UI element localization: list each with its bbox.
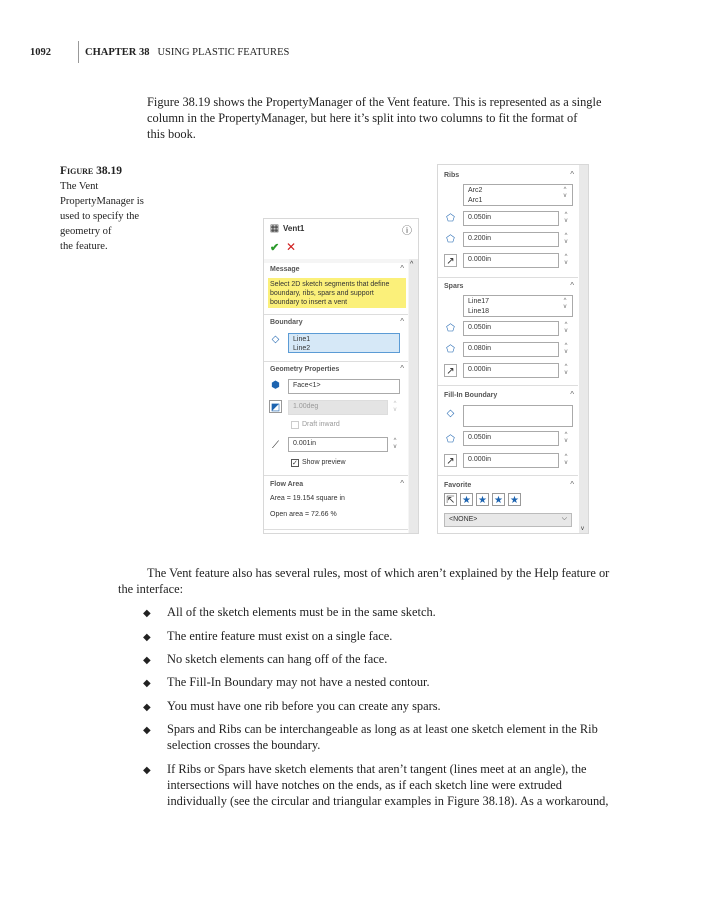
caption-line: geometry of	[60, 226, 112, 237]
caption-line: the feature.	[60, 241, 108, 252]
bullet-diamond-icon: ◆	[143, 725, 151, 736]
help-icon[interactable]: ⓘ	[402, 226, 412, 237]
spin-icon[interactable]: ^ v	[564, 432, 568, 444]
fill-width-field[interactable]: 0.050in	[463, 431, 559, 446]
bullet-diamond-icon: ◆	[143, 655, 151, 666]
bullet-diamond-icon: ◆	[143, 765, 151, 776]
bullet-item	[143, 721, 598, 753]
save-favorite-star-icon[interactable]: ★	[492, 493, 505, 506]
draft-inward-checkbox[interactable]	[291, 421, 299, 429]
caption-line: The Vent	[60, 181, 99, 192]
panel-title: Vent1	[283, 224, 305, 233]
list-item[interactable]: Arc1	[468, 197, 483, 204]
load-favorite-star-icon[interactable]: ★	[508, 493, 521, 506]
area-value: Area = 19.154 square in	[270, 495, 345, 502]
collapse-icon[interactable]: ^	[400, 479, 404, 488]
spar-width-icon: ⬠	[446, 323, 455, 334]
header-divider	[78, 41, 79, 63]
spin-icon[interactable]: ^ v	[393, 438, 397, 450]
spar-draft-field[interactable]: 0.000in	[463, 363, 559, 378]
spar-width-field[interactable]: 0.050in	[463, 321, 559, 336]
chapter-title: USING PLASTIC FEATURES	[157, 46, 290, 58]
text-line: The Vent feature also has several rules, most of which aren’t explained by the Help feature or	[147, 566, 610, 580]
direction-arrow-icon[interactable]: ↗	[444, 254, 457, 267]
bullet-item	[143, 674, 430, 690]
delete-favorite-star-icon[interactable]: ★	[476, 493, 489, 506]
body-paragraph	[118, 565, 610, 597]
face-field[interactable]: Face<1>	[288, 379, 400, 394]
spin-icon[interactable]: ^ v	[564, 233, 568, 245]
spars-list[interactable]	[463, 295, 573, 317]
bullet-item	[143, 761, 609, 809]
section-header-geometry[interactable]: Geometry Properties	[270, 366, 340, 373]
figure-label: Figure 38.19	[60, 165, 123, 177]
rib-offset-field[interactable]: 0.200in	[463, 232, 559, 247]
direction-arrow-icon[interactable]: ↗	[444, 454, 457, 467]
rib-spacing-icon: ⬠	[446, 234, 455, 245]
chapter-label: CHAPTER 38	[85, 46, 150, 58]
favorite-select-value: <NONE>	[449, 516, 478, 523]
text-line: The entire feature must exist on a single face.	[167, 629, 393, 643]
draft-icon[interactable]: ◩	[270, 402, 281, 413]
spin-icon: ^ v	[393, 401, 397, 413]
bullet-diamond-icon: ◆	[143, 608, 151, 619]
caption-line: PropertyManager is	[60, 196, 144, 207]
collapse-icon[interactable]: ^	[570, 480, 574, 489]
boundary-diamond-icon: ◇	[446, 408, 455, 419]
text-line: No sketch elements can hang off of the face.	[167, 652, 388, 666]
scroll-up-icon[interactable]: ^	[410, 261, 414, 268]
text-line: this book.	[147, 127, 196, 141]
fill-width-icon: ⬠	[446, 434, 455, 445]
intro-paragraph	[147, 94, 601, 142]
apply-defaults-icon[interactable]: ⇱	[444, 493, 457, 506]
spin-icon[interactable]: ^ v	[563, 187, 567, 199]
show-preview-checkbox[interactable]: ✓	[292, 460, 298, 467]
scrollbar[interactable]	[579, 165, 588, 533]
collapse-icon[interactable]: ^	[570, 390, 574, 399]
section-header-boundary[interactable]: Boundary	[270, 319, 303, 326]
section-header-favorite[interactable]: Favorite	[444, 482, 472, 489]
section-header-spars[interactable]: Spars	[444, 283, 464, 290]
section-header-message[interactable]: Message	[270, 266, 300, 273]
scrollbar[interactable]	[409, 259, 418, 533]
rib-width-icon: ⬠	[446, 213, 455, 224]
bullet-diamond-icon: ◆	[143, 702, 151, 713]
favorite-select[interactable]	[444, 513, 572, 527]
section-header-ribs[interactable]: Ribs	[444, 172, 460, 179]
spin-icon[interactable]: ^ v	[564, 364, 568, 376]
list-item[interactable]: Line18	[468, 308, 490, 315]
spin-icon[interactable]: ^ v	[563, 298, 567, 310]
text-line: individually (see the circular and triangular examples in Figure 38.18). As a workaround,	[167, 794, 609, 808]
fill-in-boundary-list[interactable]	[463, 405, 573, 427]
face-icon: ⬢	[271, 380, 280, 391]
figure-caption	[60, 164, 144, 254]
bullet-item	[143, 651, 388, 667]
open-area-value: Open area = 72.66 %	[270, 511, 337, 518]
collapse-icon[interactable]: ^	[400, 264, 404, 273]
scroll-down-icon[interactable]: v	[581, 526, 584, 532]
bullet-item	[143, 698, 441, 714]
collapse-icon[interactable]: ^	[400, 364, 404, 373]
text-line: selection crosses the boundary.	[167, 738, 321, 752]
collapse-icon[interactable]: ^	[400, 317, 404, 326]
section-header-fill-in-boundary[interactable]: Fill-In Boundary	[444, 392, 498, 399]
bullet-item	[143, 604, 436, 620]
radius-icon: ⟋	[272, 440, 279, 451]
list-item[interactable]: Line2	[293, 345, 311, 352]
chevron-down-icon: ⌵	[561, 515, 567, 522]
section-header-flow-area[interactable]: Flow Area	[270, 481, 304, 488]
text-line: the interface:	[118, 582, 184, 596]
boundary-list[interactable]	[288, 333, 400, 353]
vent-feature-icon: ▦	[269, 223, 280, 234]
text-line: intersections will have notches on the ends, as if each sketch line were extruded	[167, 778, 562, 792]
message-box	[268, 278, 406, 308]
list-item[interactable]: Line17	[468, 298, 490, 305]
spin-icon[interactable]: ^ v	[564, 254, 568, 266]
text-line: Spars and Ribs can be interchangeable as long as at least one sketch element in the Rib	[167, 722, 598, 736]
show-preview-label: Show preview	[302, 459, 346, 466]
spin-icon[interactable]: ^ v	[564, 212, 568, 224]
text-line: All of the sketch elements must be in the same sketch.	[167, 605, 436, 619]
spin-icon[interactable]: ^ v	[564, 454, 568, 466]
text-line: Figure 38.19 shows the PropertyManager of the Vent feature. This is represented as a single	[147, 95, 602, 109]
add-favorite-star-icon[interactable]: ★	[460, 493, 473, 506]
cancel-x-icon[interactable]: ✕	[286, 240, 297, 254]
spar-offset-icon: ⬠	[446, 344, 455, 355]
text-line: If Ribs or Spars have sketch elements that aren’t tangent (lines meet at an angle), the	[167, 762, 587, 776]
message-line: Select 2D sketch segments that define	[270, 281, 390, 288]
spar-offset-field[interactable]: 0.080in	[463, 342, 559, 357]
page-number: 1092	[30, 46, 51, 58]
direction-arrow-icon[interactable]: ↗	[444, 364, 457, 377]
spin-icon[interactable]: ^ v	[564, 322, 568, 334]
running-header	[30, 41, 289, 63]
vent-propertymanager-left	[263, 218, 419, 534]
bullet-item	[143, 628, 393, 644]
bullet-diamond-icon: ◆	[143, 632, 151, 643]
list-item[interactable]: Line1	[293, 336, 311, 343]
caption-line: used to specify the	[60, 211, 140, 222]
collapse-icon[interactable]: ^	[570, 170, 574, 179]
fill-draft-field[interactable]: 0.000in	[463, 453, 559, 468]
collapse-icon[interactable]: ^	[570, 281, 574, 290]
vent-propertymanager-right	[437, 164, 589, 534]
text-line: column in the PropertyManager, but here it’s split into two columns to fit the format of	[147, 111, 578, 125]
text-line: The Fill-In Boundary may not have a nested contour.	[167, 675, 430, 689]
draft-angle-field: 1.00deg	[288, 400, 388, 415]
ok-check-icon[interactable]: ✔	[270, 242, 280, 254]
radius-field[interactable]: 0.001in	[288, 437, 388, 452]
message-line: boundary to insert a vent	[270, 299, 348, 306]
text-line: You must have one rib before you can create any spars.	[167, 699, 441, 713]
message-line: boundary, ribs, spars and support	[270, 290, 374, 297]
draft-inward-label: Draft inward	[302, 421, 340, 428]
boundary-diamond-icon: ◇	[271, 334, 280, 345]
bullet-diamond-icon: ◆	[143, 678, 151, 689]
spin-icon[interactable]: ^ v	[564, 343, 568, 355]
ribs-list[interactable]	[463, 184, 573, 206]
rib-draft-field[interactable]: 0.000in	[463, 253, 559, 268]
rib-width-field[interactable]: 0.050in	[463, 211, 559, 226]
list-item[interactable]: Arc2	[468, 187, 483, 194]
